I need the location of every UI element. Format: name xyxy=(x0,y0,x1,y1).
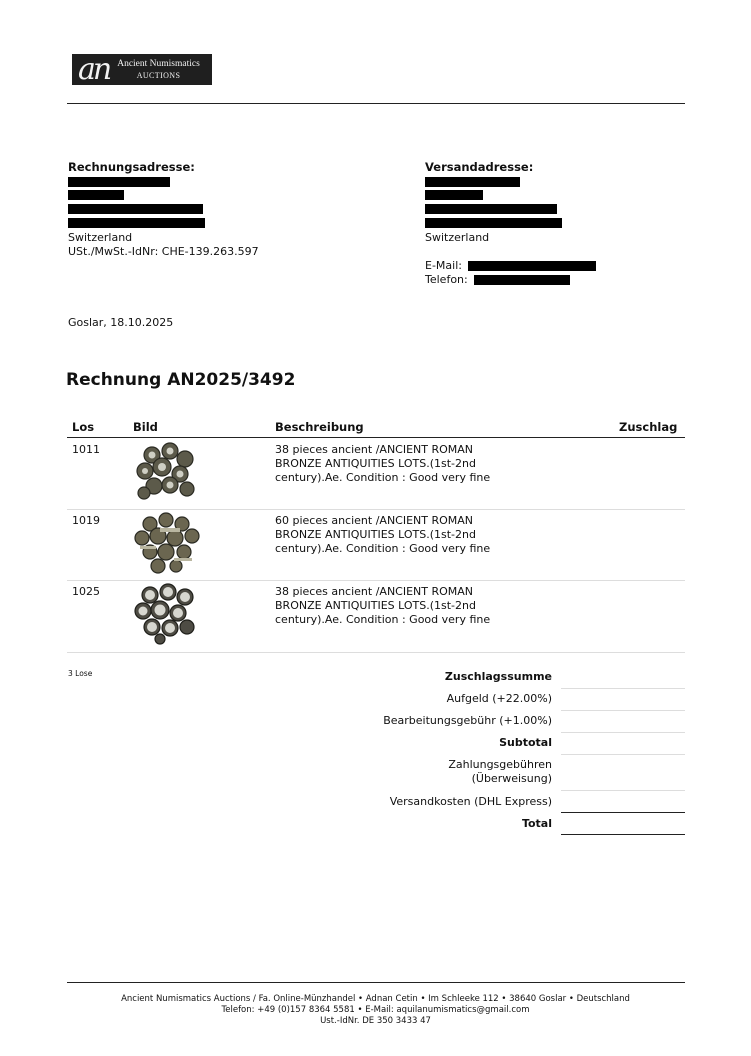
lot-description xyxy=(275,514,490,556)
description-line: BRONZE ANTIQUITIES LOTS.(1st-2nd xyxy=(275,457,476,470)
lot-count: 3 Lose xyxy=(68,669,93,678)
description-line: BRONZE ANTIQUITIES LOTS.(1st-2nd xyxy=(275,599,476,612)
summary-divider xyxy=(561,688,685,689)
description-line: century).Ae. Condition : Good very fine xyxy=(275,471,491,484)
place-date: Goslar, 18.10.2025 xyxy=(68,316,174,329)
redacted-shipping-city xyxy=(425,218,562,228)
billing-vat-id: USt./MwSt.-IdNr: CHE-139.263.597 xyxy=(68,245,259,258)
description-line: century).Ae. Condition : Good very fine xyxy=(275,542,491,555)
col-header-lot: Los xyxy=(72,420,95,434)
row-divider xyxy=(67,580,685,581)
billing-heading: Rechnungsadresse: xyxy=(68,160,195,174)
summary-divider xyxy=(561,710,685,711)
row-divider xyxy=(67,652,685,653)
lot-image xyxy=(130,441,204,503)
summary-divider xyxy=(561,732,685,733)
description-line: 38 pieces ancient /ANCIENT ROMAN xyxy=(275,443,474,456)
lot-description xyxy=(275,443,490,485)
payment-fee-line-2: (Überweisung) xyxy=(471,772,552,785)
col-header-image: Bild xyxy=(133,420,158,434)
summary-divider xyxy=(561,790,685,791)
row-divider xyxy=(67,509,685,510)
redacted-billing-company xyxy=(68,190,124,200)
summary-total-underline xyxy=(561,834,685,835)
redacted-shipping-company xyxy=(425,190,483,200)
redacted-billing-name xyxy=(68,177,170,187)
lot-number: 1025 xyxy=(72,585,100,598)
redacted-billing-city xyxy=(68,218,205,228)
logo-line-1: Ancient Numismatics xyxy=(117,58,200,69)
lot-number: 1019 xyxy=(72,514,100,527)
redacted-shipping-street xyxy=(425,204,557,214)
description-line: BRONZE ANTIQUITIES LOTS.(1st-2nd xyxy=(275,528,476,541)
footer-vat: Ust.-IdNr. DE 350 3433 47 xyxy=(320,1016,431,1026)
lot-description xyxy=(275,585,490,627)
table-header-divider xyxy=(67,437,685,438)
redacted-shipping-name xyxy=(425,177,520,187)
logo-mark: an xyxy=(78,52,110,87)
summary-total-divider xyxy=(561,812,685,813)
lot-image xyxy=(130,583,202,645)
logo-line-2: AUCTIONS xyxy=(136,70,181,80)
footer-contact: Telefon: +49 (0)157 8364 5581 • E-Mail: aquilanumismatics@gmail.com xyxy=(221,1005,530,1015)
lot-image xyxy=(130,512,210,576)
summary-shipping: Versandkosten (DHL Express) xyxy=(389,795,552,808)
company-logo xyxy=(72,54,212,85)
description-line: 60 pieces ancient /ANCIENT ROMAN xyxy=(275,514,474,527)
summary-premium: Aufgeld (+22.00%) xyxy=(446,692,552,705)
summary-divider xyxy=(561,754,685,755)
invoice-title: Rechnung AN2025/3492 xyxy=(66,370,296,390)
footer-address: Ancient Numismatics Auctions / Fa. Online-Münzhandel • Adnan Cetin • Im Schleeke 112 • 38640 Goslar • Deutschland xyxy=(121,994,630,1004)
summary-total: Total xyxy=(521,817,552,830)
description-line: 38 pieces ancient /ANCIENT ROMAN xyxy=(275,585,474,598)
lot-number: 1011 xyxy=(72,443,100,456)
shipping-heading: Versandadresse: xyxy=(425,160,534,174)
redacted-phone xyxy=(474,275,570,285)
shipping-email-label: E-Mail: xyxy=(425,259,462,272)
summary-handling: Bearbeitungsgebühr (+1.00%) xyxy=(383,714,552,727)
shipping-country: Switzerland xyxy=(425,231,490,244)
summary-payment-fee xyxy=(448,758,552,786)
footer-divider xyxy=(67,982,685,983)
description-line: century).Ae. Condition : Good very fine xyxy=(275,613,491,626)
payment-fee-line-1: Zahlungsgebühren xyxy=(448,758,552,771)
summary-subtotal: Subtotal xyxy=(499,736,552,749)
redacted-billing-street xyxy=(68,204,203,214)
header-divider xyxy=(67,103,685,104)
shipping-phone-label: Telefon: xyxy=(425,273,468,286)
col-header-hammer: Zuschlag xyxy=(619,420,678,434)
billing-country: Switzerland xyxy=(68,231,133,244)
col-header-description: Beschreibung xyxy=(275,420,364,434)
summary-hammer-total: Zuschlagssumme xyxy=(444,670,552,683)
redacted-email xyxy=(468,261,596,271)
